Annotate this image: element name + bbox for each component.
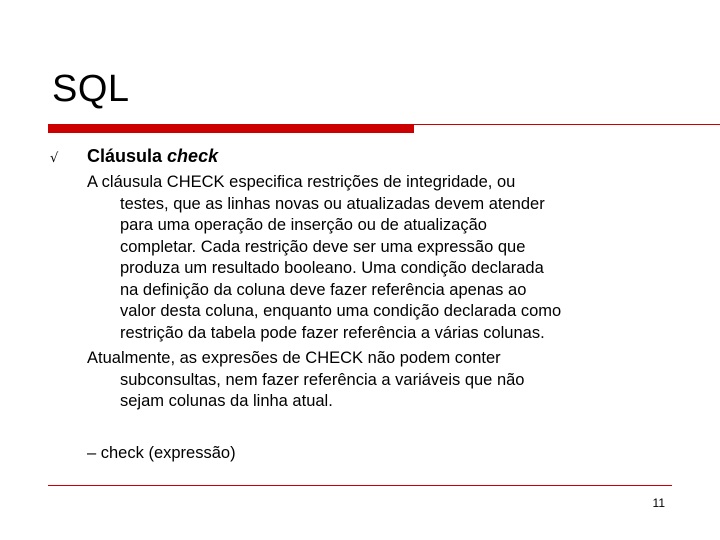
section-heading	[87, 145, 218, 167]
slide-title: SQL	[52, 68, 130, 110]
paragraph-line: valor desta coluna, enquanto uma condição declarada como	[120, 302, 562, 320]
paragraph-line: completar. Cada restrição deve ser uma expressão que	[120, 237, 526, 256]
paragraph-line: produza um resultado booleano. Uma condição declarada	[120, 259, 544, 277]
paragraph-line: para uma operação de inserção ou de atualização	[120, 216, 487, 234]
paragraph-line: A cláusula CHECK especifica restrições de integridade, ou	[87, 173, 516, 191]
paragraph-line: Atualmente, as expresões de CHECK não podem conter	[87, 349, 501, 367]
paragraph-line: sejam colunas da linha atual.	[120, 392, 333, 410]
checkmark-bullet-icon: √	[50, 151, 59, 166]
heading-keyword: check	[167, 146, 219, 166]
heading-prefix: Cláusula	[87, 146, 163, 166]
paragraph-line: na definição da coluna deve fazer referência apenas ao	[120, 280, 527, 299]
paragraph-line: subconsultas, nem fazer referência a variáveis que não	[120, 370, 525, 389]
footer-divider	[48, 485, 672, 486]
paragraph-line: testes, que as linhas novas ou atualizadas devem atender	[120, 194, 545, 213]
title-underline	[48, 124, 672, 133]
syntax-example: – check (expressão)	[87, 444, 236, 462]
title-underline-thick	[48, 124, 414, 133]
title-underline-thin	[414, 124, 720, 125]
description-paragraph	[87, 172, 677, 344]
paragraph-line: restrição da tabela pode fazer referência a várias colunas.	[120, 323, 545, 342]
limitation-paragraph	[87, 348, 677, 413]
page-number: 11	[652, 496, 665, 510]
